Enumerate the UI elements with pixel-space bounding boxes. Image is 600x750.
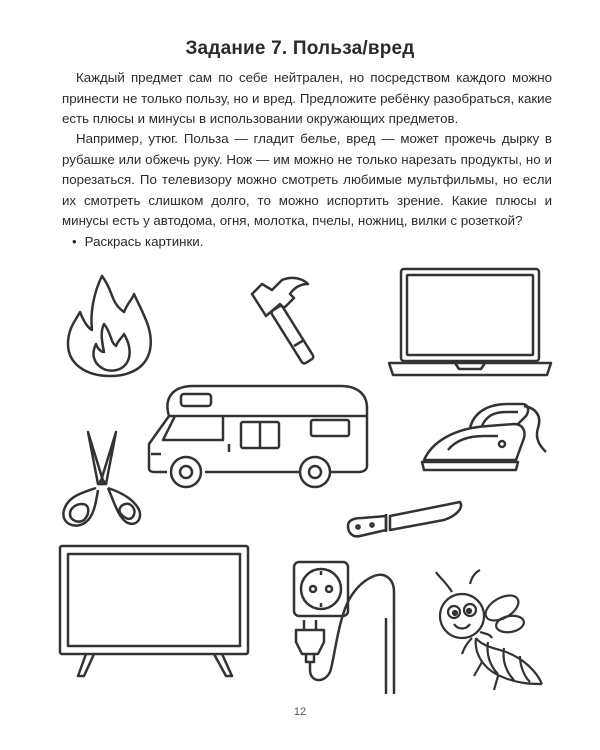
intro-paragraph: Каждый предмет сам по себе нейтрален, но посредством каждого можно принести не только пользу, но и вред. Предложите ребёнку разобраться, какие есть плюсы и минусы в использовании окружающих предметов. bbox=[62, 70, 552, 126]
fire-icon bbox=[62, 272, 157, 380]
tv-icon bbox=[56, 542, 252, 682]
knife-icon bbox=[344, 498, 466, 540]
instruction-bullet bbox=[72, 234, 203, 249]
laptop-icon bbox=[385, 265, 555, 383]
plug-socket-icon bbox=[290, 558, 400, 698]
scissors-icon bbox=[58, 428, 143, 530]
hammer-icon bbox=[248, 276, 320, 368]
bee-icon bbox=[432, 568, 552, 693]
page-number: 12 bbox=[293, 706, 307, 718]
camper-icon bbox=[145, 382, 377, 492]
iron-icon bbox=[418, 398, 550, 480]
instruction-text: Раскрась картинки. bbox=[84, 234, 204, 249]
example-paragraph: Например, утюг. Польза — гладит белье, вред — может прожечь дырку в рубашке или обжечь руку. Нож — им можно не только нарезать продукты, но и порезаться. По телевизору можно смотреть любимые мультфильмы, но если их смотреть слишком долго, то можно испортить зрение. Какие плюсы и минусы есть у автодома, огня, молотка, пчелы, ножниц, вилки с розеткой? bbox=[62, 131, 552, 228]
bullet-dot: • bbox=[72, 234, 77, 249]
page-title: Задание 7. Польза/вред bbox=[185, 38, 415, 59]
